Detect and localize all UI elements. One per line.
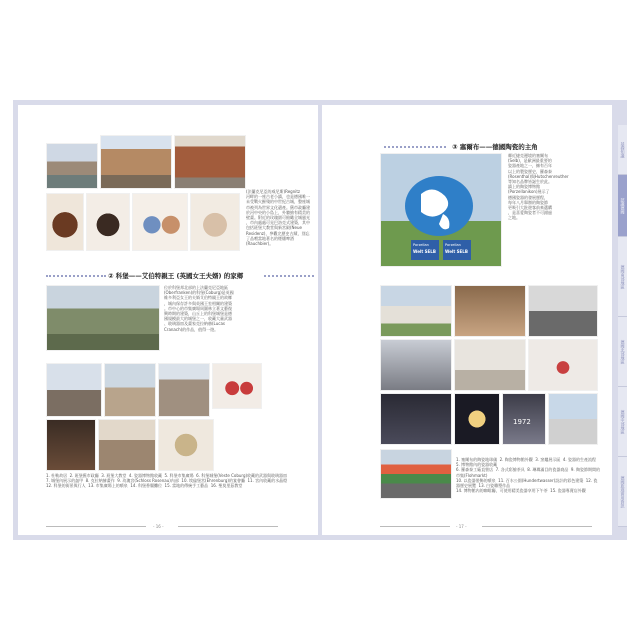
photo-factory-workshop [380,339,452,391]
intro-text: (法蘭克尼亞的威尼斯)Regnitz 河畔的一座古老小鎮，也是德國唯一 未受戰火摧殘的中世紀古城，整座城 市被列為世界文化遺產。舊市政廳建 於河中央的小島上，外牆繪有精美的 壁畫。附近的玫瑰園可俯瞰全城風光 ，市內處處可見巴洛克式建築，其中 包括班堡大教堂與新宮殿(Neue Residenz)，參觀完歷史古蹟，別忘 了品嚐當地著名的煙燻啤酒 (Rauchbier)。 [246,189,310,247]
tab-north[interactable]: 德國北部地區 [618,317,627,387]
photo-coburg-tower [46,363,102,417]
photo-red-cups [212,363,262,409]
year-label: 1972 [513,418,531,426]
globe-sign-line1: Porzellan [413,243,429,247]
section3-heading: ③ 塞爾布——德國陶瓷⁠的⁠主⁠角 [452,143,538,151]
book-spread [13,100,627,540]
section3-text: 鄰近捷克邊境的塞爾布 (Selb)，是歐洲最重要的 瓷器產地之一，擁有百年 以上的製瓷歷史，羅森泰 (Rosenthal)與Hutschenreuther 等知名品牌皆誕生於此。 鎮上的陶瓷博物館 (Porzellanikon)展示了 德國瓷器的發展歷程， 每年八月舉辦的陶瓷節 更吸引大批遊客前來選購 ，是喜愛陶瓷者不可錯過 之地。 [508,153,569,221]
tab-basics[interactable]: 基礎知識 [618,125,627,175]
globe-sign-line2: Welt SELB [413,249,436,254]
tab-travel-info[interactable]: 德國旅遊實用資訊 [618,457,627,527]
photo-brown-vase [86,193,130,251]
heading-rule-left [46,275,106,279]
photo-pottery-jug [46,193,84,251]
photo-museum-exterior [380,285,452,337]
photo-blue-vases [132,193,188,251]
photo-crystal-glass [158,419,214,471]
tab-central[interactable]: 德國中部地區 [618,387,627,457]
globe-sign2-line2: Welt SELB [445,249,468,254]
folio-line-left [46,526,146,527]
photo-armor-display [46,419,96,471]
right-page [322,105,612,535]
photo-bamberg-town-hall [100,135,172,189]
folio-right: - 17 - [456,524,467,529]
photo-bamberg-river [46,143,98,189]
tab-know-germany[interactable]: 認識德國 [618,175,627,237]
photo-porcelain-globe [380,153,502,267]
photo-white-sculpture [454,393,500,445]
heading-rule-right-page [384,146,446,150]
photo-market-hall [380,393,452,445]
folio-line-right [380,526,450,527]
left-caption: 1. 杜勒故居 2. 班堡舊市政廳 3. 班堡大教堂 4. 瓷器博物館收藏 5. 科堡市集廣場 6. 科堡城堡(Veste Coburg)收藏的武器與玻璃器皿 7. 城堡內展示的盔甲 8. 克拉納赫畫作 9. 玫瑰宮(Schloss Rosenau)內部 10. 埃倫堡宮(Ehrenburg)的宴會廳 11. 宮內收藏的水晶燈 12. 科堡的街景與行人 13. 市集廣場上的噴泉 14. 科堡香腸攤位 15. 當地的傳統手工藝品 16. 聖莫里茲教堂 [46,473,288,489]
photo-colorful-building [380,449,452,499]
photo-porcelain-figures [190,193,240,251]
folio-left: - 16 - [153,524,164,529]
photo-porcelain-fountain [548,393,598,445]
photo-shop-interior [528,339,598,391]
folio-line-left-2 [178,526,278,527]
photo-museum-room [98,419,156,471]
heading-rule-right [264,275,314,279]
section2-text: 位於科堡邦北部的上法蘭克尼亞地區 (Oberfranken)的科堡(Coburg)是英國 維多利亞女王的夫婿艾伯特親王的故鄉 ，城內保存許多與英國王室相關的建築 。市中心的市集廣場周圍林立著文藝復 興時期的建築，山丘上的科堡城堡是德 國規模最大的城堡之一，收藏大量武器 、玻璃器皿及畫家克拉納赫(Lucas Cranach)的作品，值得一遊。 [164,285,234,332]
left-page [18,105,318,535]
photo-coburg-castle [104,363,156,417]
photo-coburg-street [158,363,210,417]
globe-sign2-line1: Porzellan [445,243,461,247]
photo-machinery [528,285,598,337]
tab-south[interactable]: 德國南部地區 [618,237,627,317]
folio-line-right-2 [482,526,592,527]
side-tabs [618,105,627,535]
photo-bamberg-building [174,135,246,189]
photo-kiln-hall [454,285,526,337]
section2-heading: ② 科堡——艾伯特親王 (英國女王夫婿) 的家鄉 [108,272,244,280]
globe-graphic [381,154,503,268]
photo-history-exhibit [502,393,546,445]
photo-porcelain-display [454,339,526,391]
right-caption: 1. 塞爾布的陶瓷地球儀 2. 陶瓷博物館外觀 3. 窯爐展示區 4. 瓷器的生產流程 5. 博物館內的瓷器收藏 6. 羅森泰工廠直營店 7. 各式彩繪茶具 8. 琳瑯滿目的瓷器商品 9. 陶瓷節期間的市集(Flohmarkt) 10. 以瓷器裝飾的噴泉 11. 百水公園(Hundertwasser)設計的彩色建築 12. 瓷器歷史展覽 13. 白瓷雕塑作品 14. 博物館內的咖啡廳，可使用精美瓷器享用下午茶 15. 瓷器專賣店外觀 [456,457,600,494]
photo-coburg-panorama [46,285,160,351]
